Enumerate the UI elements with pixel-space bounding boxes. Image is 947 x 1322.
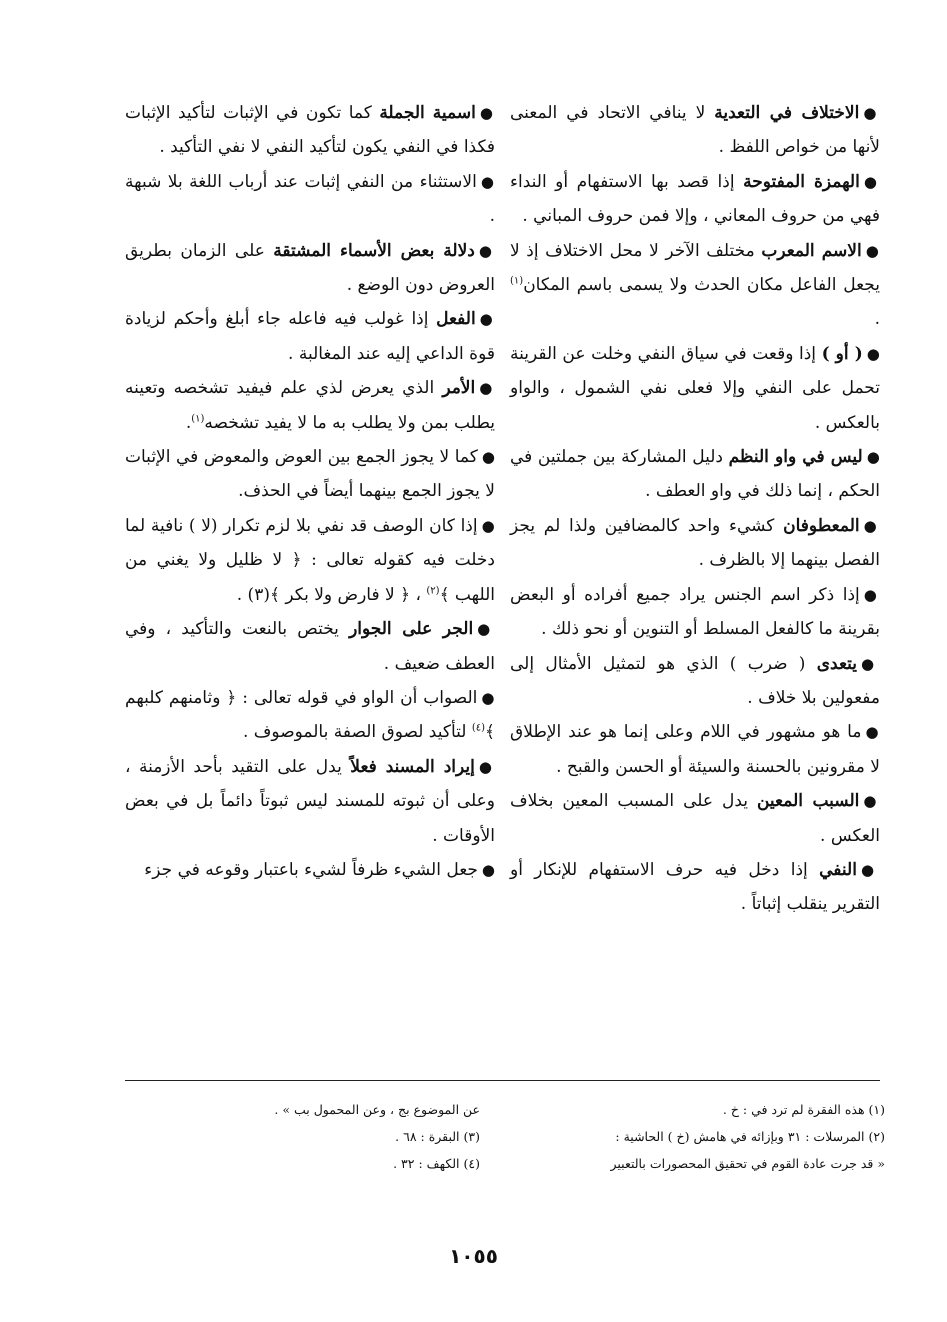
paragraph-text: يدل على المسبب المعين بخلاف العكس .: [510, 791, 880, 846]
paragraph-item: [125, 509, 495, 612]
paragraph-item: [125, 612, 495, 681]
footnote-ref: (٢): [426, 585, 440, 597]
bullet-icon: ●: [865, 241, 881, 260]
bullet-icon: ●: [481, 860, 495, 879]
paragraph-text: الصواب أن الواو في قوله تعالى : ﴿ وثامنهم كلبهم ﴾: [125, 687, 495, 743]
bold-lead-term: المعطوفان: [783, 515, 860, 536]
bullet-icon: ●: [479, 104, 495, 122]
footnote-ref: (١): [510, 275, 524, 287]
paragraph-tail: ، ﴿ لا فارض ولا بكر ﴾(٣) .: [236, 584, 427, 605]
paragraph-text: كما تكون في الإثبات لتأكيد الإثبات فكذا في النفي يكون لتأكيد النفي لا نفي التأكيد .: [125, 103, 495, 158]
paragraph-text: على الزمان بطريق العروض دون الوضع .: [125, 240, 495, 296]
paragraph-item: [125, 165, 495, 234]
bullet-icon: ●: [478, 757, 495, 776]
paragraph-text: إذا كان الوصف قد نفي بلا لزم تكرار (لا ) نافية لما دخلت فيه كقوله تعالى : ﴿ لا ظليل ولا يغني من اللهب ﴾: [125, 515, 495, 605]
bold-lead-term: الاسم المعرب: [761, 240, 862, 261]
paragraph-item: [125, 853, 495, 887]
bullet-icon: ●: [866, 448, 881, 467]
paragraph-text: إذا غولب فيه فاعله جاء أبلغ وأحكم لزيادة قوة الداعي إليه عند المغالبة .: [125, 309, 495, 364]
paragraph-item: [125, 750, 495, 853]
bold-lead-term: الهمزة المفتوحة: [743, 171, 860, 192]
paragraph-item: [125, 234, 495, 303]
bullet-icon: ●: [861, 654, 880, 673]
footnote-separator: [125, 1080, 880, 1081]
bold-lead-term: السبب المعين: [756, 791, 860, 812]
bullet-icon: ●: [479, 310, 495, 329]
bullet-icon: ●: [478, 241, 495, 260]
bold-lead-term: النفي: [819, 859, 857, 880]
bullet-icon: ●: [481, 688, 495, 707]
paragraph-item: [125, 371, 495, 440]
paragraph-text: الاستثناء من النفي إثبات عند أرباب اللغة بلا شبهة .: [125, 171, 495, 227]
paragraph-text: دليل المشاركة بين جملتين في الحكم ، إنما ذلك في واو العطف .: [510, 447, 880, 502]
paragraph-item: [510, 853, 880, 922]
bullet-icon: ●: [481, 516, 495, 535]
bullet-icon: ●: [479, 379, 495, 398]
paragraph-text: إذا ذكر اسم الجنس يراد جميع أفراده أو البعض بقرينة ما كالفعل المسلط أو التنوين أو نحو ذلك .: [510, 584, 880, 640]
bullet-icon: ●: [477, 620, 495, 639]
paragraph-text: لا ينافي الاتحاد في المعنى لأنها من خواص اللفظ .: [510, 103, 880, 158]
right-column: [510, 96, 880, 922]
bold-lead-term: يتعدى: [816, 653, 858, 674]
bold-lead-term: الفعل: [436, 309, 476, 330]
paragraph-text: ( ضرب ) الذي هو لتمثيل الأمثال إلى مفعولين بلا خلاف .: [510, 653, 880, 708]
bold-lead-term: دلالة بعض الأسماء المشتقة: [273, 240, 475, 261]
footnotes-left: [140, 1096, 480, 1177]
paragraph-text: كشيء واحد كالمضافين ولذا لم يجز الفصل بينهما إلا بالظرف .: [510, 515, 880, 571]
bullet-icon: ●: [860, 860, 880, 879]
footnote-2: (٢) المرسلات : ٣١ وبإزائه في هامش (خ ) الحاشية :: [615, 1129, 885, 1144]
paragraph-item: [510, 96, 880, 165]
footnote-2-cont: « قد جرت عادة القوم في تحقيق المحصورات بالتعبير: [610, 1156, 885, 1171]
paragraph-text: مختلف الآخر لا محل الاختلاف إذ لا يجعل الفاعل مكان الحدث ولا يسمى باسم المكان: [510, 240, 880, 296]
paragraph-item: [125, 96, 495, 165]
bold-lead-term: الجر على الجوار: [349, 619, 474, 640]
paragraph-item: [510, 234, 880, 337]
footnote-4: (٤) الكهف : ٣٢ .: [393, 1156, 480, 1171]
bullet-icon: ●: [481, 448, 496, 467]
footnote-ref: (١): [191, 413, 205, 424]
paragraph-tail: .: [874, 309, 880, 330]
paragraph-text: يدل على التقيد بأحد الأزمنة ، وعلى أن ثبوته للمسند ليس ثبوتاً دائماً بل في بعض الأوقات .: [125, 756, 495, 846]
bold-lead-term: الأمر: [442, 378, 476, 399]
bold-lead-term: إيراد المسند فعلاً: [350, 756, 475, 777]
bullet-icon: ●: [863, 172, 880, 191]
bullet-icon: ●: [866, 344, 880, 363]
page-number: ١٠٥٥: [449, 1244, 498, 1268]
paragraph-item: [510, 715, 880, 784]
paragraph-text: جعل الشيء ظرفاً لشيء باعتبار وقوعه في جزء: [144, 859, 478, 880]
bold-lead-term: اسمية الجملة: [379, 103, 476, 123]
left-column: [125, 96, 495, 887]
bullet-icon: ●: [863, 585, 880, 604]
bullet-icon: ●: [863, 792, 880, 811]
paragraph-item: [510, 578, 880, 647]
paragraph-tail: .: [185, 412, 192, 433]
bold-lead-term: الاختلاف في التعدية: [714, 103, 860, 123]
paragraph-item: [510, 337, 880, 440]
bullet-icon: ●: [863, 104, 881, 122]
paragraph-text: إذا قصد بها الاستفهام أو النداء فهي من حروف المعاني ، وإلا فمن حروف المباني .: [510, 171, 880, 227]
paragraph-item: [125, 302, 495, 371]
paragraph-tail: لتأكيد لصوق الصفة بالموصوف .: [242, 722, 472, 743]
paragraph-text: إذا دخل فيه حرف الاستفهام للإنكار أو التقرير ينقلب إثباتاً .: [510, 859, 880, 915]
paragraph-text: كما لا يجوز الجمع بين العوض والمعوض في الإثبات لا يجوز الجمع بينهما أيضاً في الحذف.: [125, 447, 495, 502]
bullet-icon: ●: [863, 516, 880, 535]
paragraph-item: [510, 165, 880, 234]
footnote-2-end: عن الموضوع بج ، وعن المحمول بب » .: [274, 1102, 480, 1117]
paragraph-text: يختص بالنعت والتأكيد ، وفي العطف ضعيف .: [125, 619, 495, 674]
paragraph-text: ما هو مشهور في اللام وعلى إنما هو عند الإطلاق لا مقرونين بالحسنة والسيئة أو الحسن والقبح .: [510, 722, 880, 777]
paragraph-item: [510, 784, 880, 853]
paragraph-item: [125, 681, 495, 750]
bold-lead-term: ليس في واو النظم: [728, 447, 863, 468]
bullet-icon: ●: [865, 723, 880, 742]
bold-lead-term: ( أو ): [821, 343, 863, 364]
paragraph-item: [510, 440, 880, 509]
footnotes-right: [515, 1096, 885, 1177]
paragraph-item: [510, 647, 880, 716]
footnote-1: (١) هذه الفقرة لم ترد في : خ .: [722, 1102, 885, 1117]
footnote-3: (٣) البقرة : ٦٨ .: [395, 1129, 480, 1144]
footnote-ref: (٤): [471, 722, 486, 734]
paragraph-text: إذا وقعت في سياق النفي وخلت عن القرينة تحمل على النفي وإلا فعلى نفي الشمول ، والواو بالعكس .: [510, 343, 880, 433]
paragraph-item: [510, 509, 880, 578]
paragraph-item: [125, 440, 495, 509]
paragraph-text: الذي يعرض لذي علم فيفيد تشخصه وتعينه يطلب بمن ولا يطلب به ما لا يفيد تشخصه: [125, 378, 495, 433]
bullet-icon: ●: [480, 172, 495, 191]
